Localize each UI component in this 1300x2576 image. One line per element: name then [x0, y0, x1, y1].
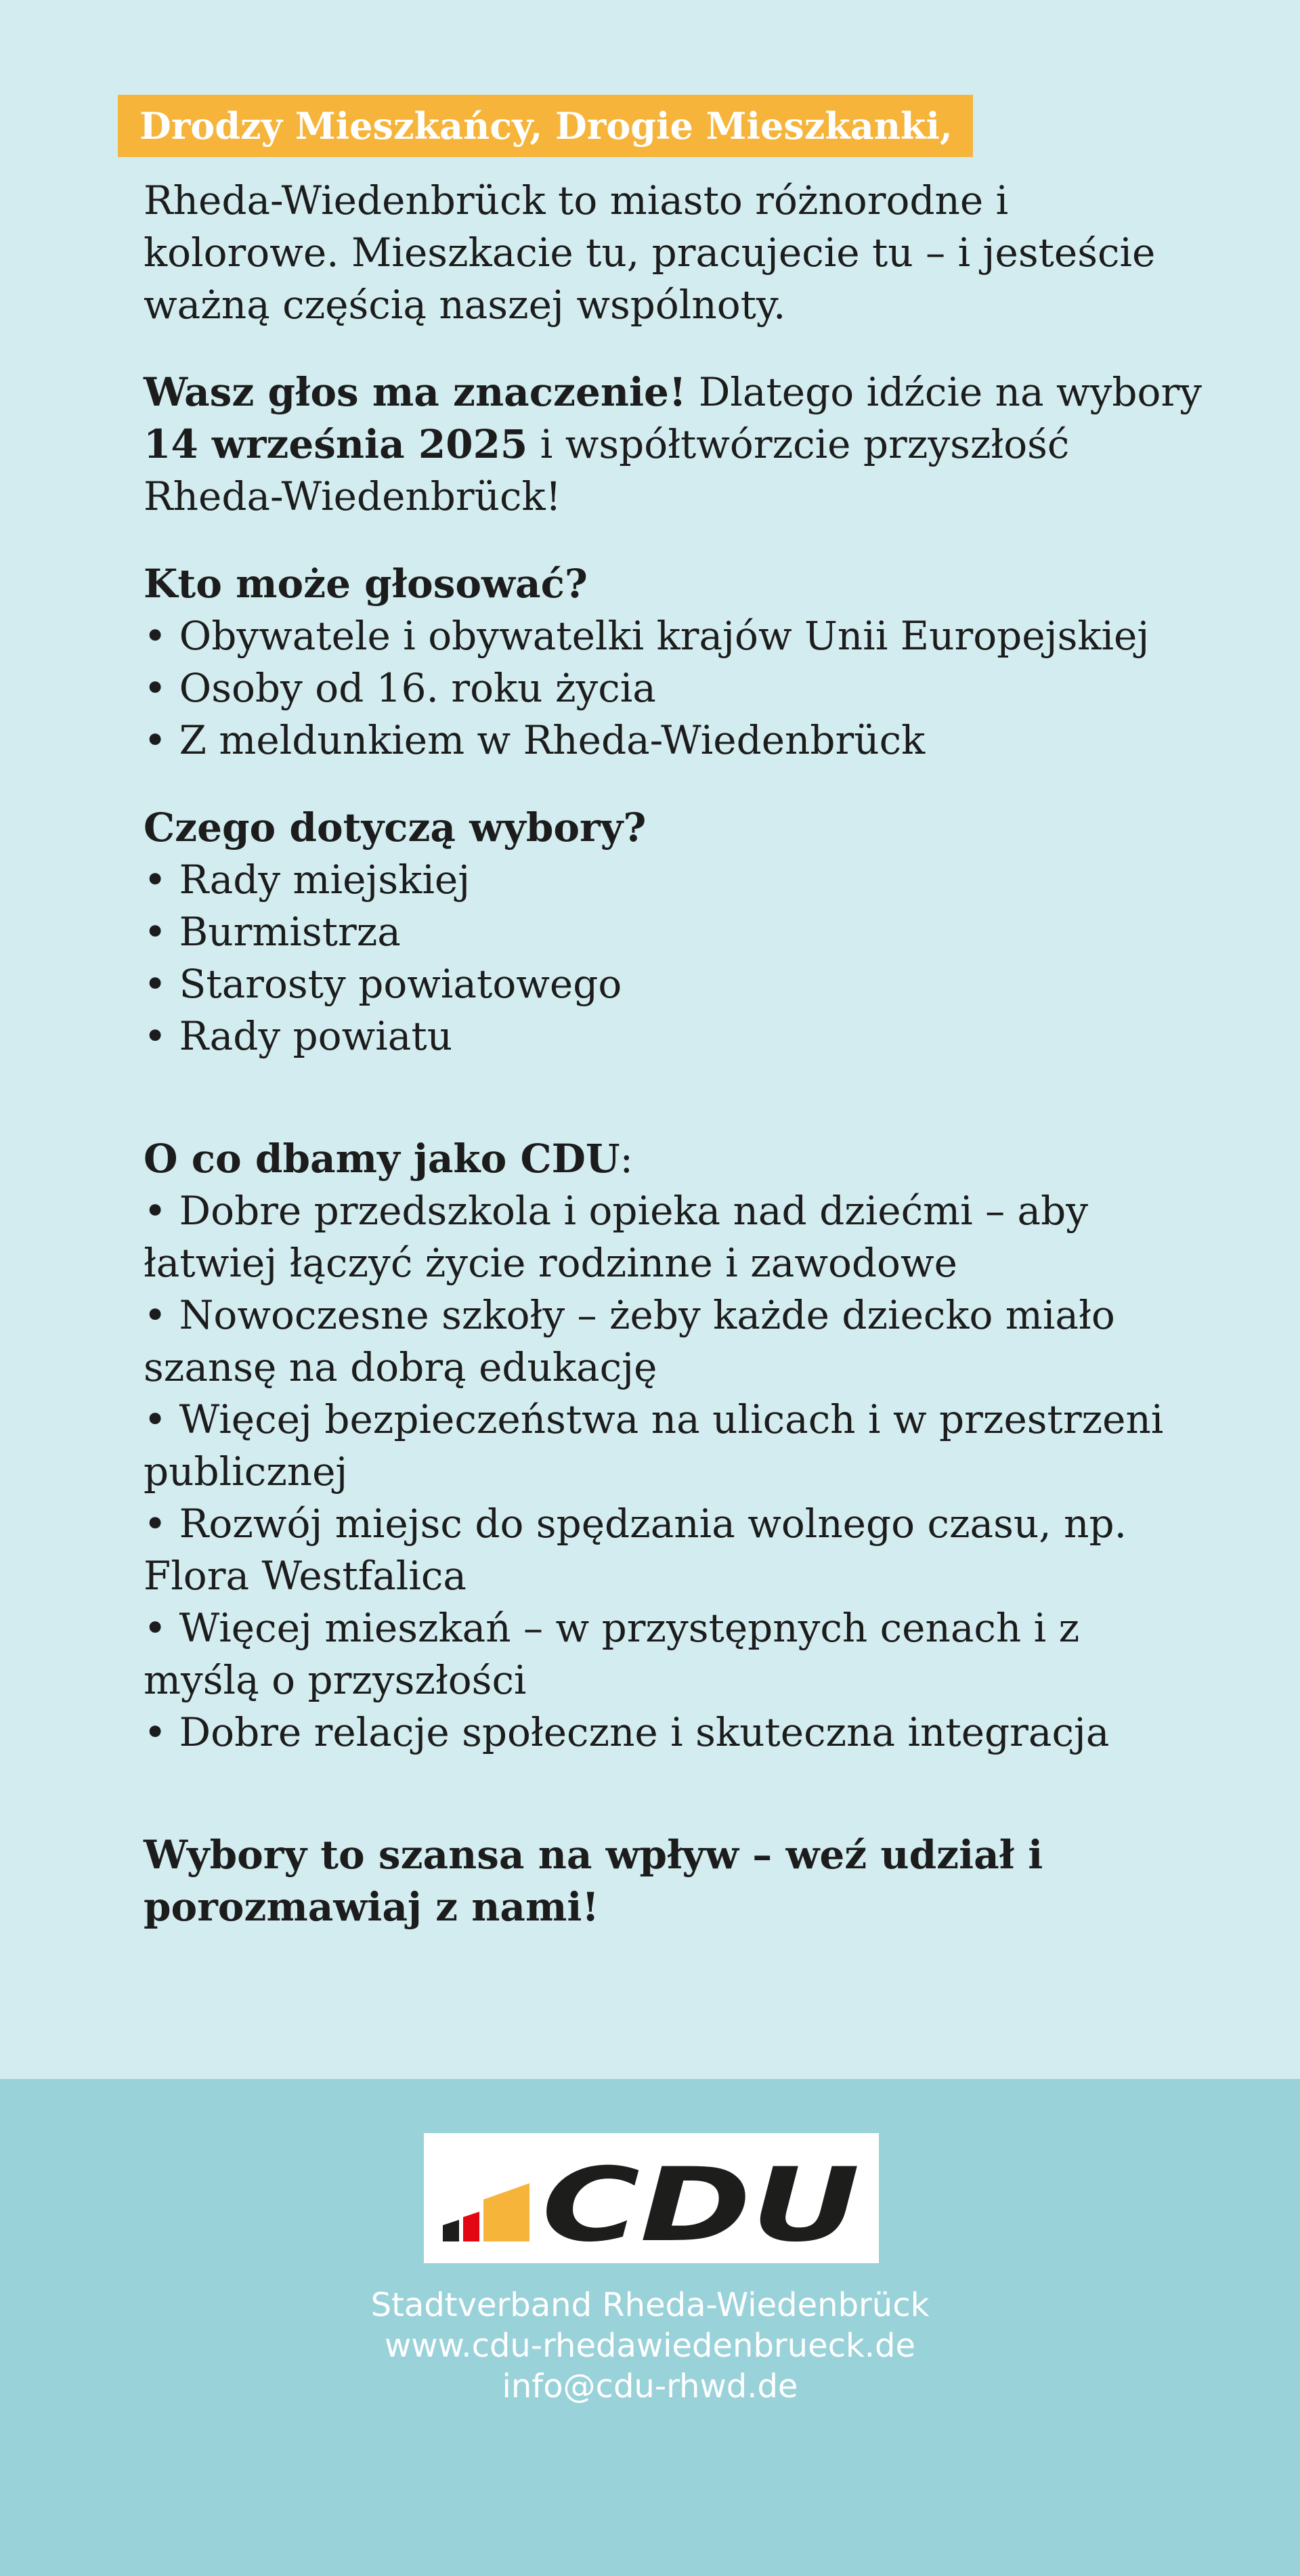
list-item: łatwiej łączyć życie rodzinne i zawodowe [144, 1240, 957, 1286]
greeting-heading: Drodzy Mieszkańcy, Drogie Mieszkanki, [118, 95, 973, 157]
organization-name: Stadtverband Rheda-Wiedenbrück [370, 2286, 930, 2324]
email-link[interactable]: info@cdu-rhwd.de [502, 2367, 798, 2405]
list-item: • Z meldunkiem w Rheda-Wiedenbrück [144, 717, 926, 763]
flyer-body [144, 175, 1213, 1933]
what-heading: Czego dotyczą wybory? [144, 804, 647, 851]
logo-bar-black [443, 2220, 459, 2241]
list-item: publicznej [144, 1448, 348, 1495]
list-item: • Dobre przedszkola i opieka nad dziećmi – aby [144, 1188, 1089, 1234]
vote-emphasis: Wasz głos ma znaczenie! [144, 369, 687, 415]
vote-text: Rheda-Wiedenbrück! [144, 473, 561, 519]
intro-line: ważną częścią naszej wspólnoty. [144, 282, 786, 328]
list-item: • Rady powiatu [144, 1013, 453, 1059]
contact-info [0, 2285, 1300, 2407]
list-item: szansę na dobrą edukację [144, 1344, 657, 1390]
what-section [144, 802, 1213, 1062]
cdu-heading: O co dbamy jako CDU [144, 1136, 620, 1182]
website-link[interactable]: www.cdu-rhedawiedenbrueck.de [384, 2327, 916, 2365]
list-item: • Osoby od 16. roku życia [144, 665, 656, 711]
list-item: • Nowoczesne szkoły – żeby każde dziecko miało [144, 1292, 1115, 1338]
cdu-heading-colon: : [620, 1136, 634, 1182]
logo-bar-red [463, 2212, 479, 2241]
who-heading: Kto może głosować? [144, 561, 588, 607]
intro-paragraph [144, 175, 1213, 331]
vote-text: i współtwórzcie przyszłość [527, 421, 1070, 467]
cdu-section [144, 1133, 1213, 1759]
list-item: • Burmistrza [144, 909, 401, 955]
logo-bar-gold [483, 2183, 529, 2241]
closing-paragraph [144, 1829, 1213, 1933]
intro-line: kolorowe. Mieszkacie tu, pracujecie tu – i jesteście [144, 230, 1156, 276]
list-item: • Więcej mieszkań – w przystępnych cenach i z [144, 1605, 1080, 1651]
intro-line: Rheda-Wiedenbrück to miasto różnorodne i [144, 177, 1009, 223]
cdu-logo-graphic [424, 2133, 879, 2263]
list-item: • Starosty powiatowego [144, 961, 622, 1007]
vote-text: Dlatego idźcie na wybory [686, 369, 1202, 415]
election-date: 14 września 2025 [144, 421, 528, 467]
closing-line: porozmawiaj z nami! [144, 1884, 599, 1930]
list-item: • Dobre relacje społeczne i skuteczna integracja [144, 1709, 1110, 1755]
list-item: myślą o przyszłości [144, 1657, 527, 1703]
vote-paragraph [144, 366, 1213, 523]
list-item: • Obywatele i obywatelki krajów Unii Europejskiej [144, 613, 1150, 659]
closing-line: Wybory to szansa na wpływ – weź udział i [144, 1832, 1043, 1878]
who-section [144, 558, 1213, 767]
logo-text: CDU [542, 2147, 860, 2263]
list-item: Flora Westfalica [144, 1553, 467, 1599]
list-item: • Rady miejskiej [144, 857, 471, 903]
cdu-logo [424, 2133, 879, 2263]
list-item: • Rozwój miejsc do spędzania wolnego czasu, np. [144, 1501, 1127, 1547]
list-item: • Więcej bezpieczeństwa na ulicach i w przestrzeni [144, 1396, 1164, 1442]
